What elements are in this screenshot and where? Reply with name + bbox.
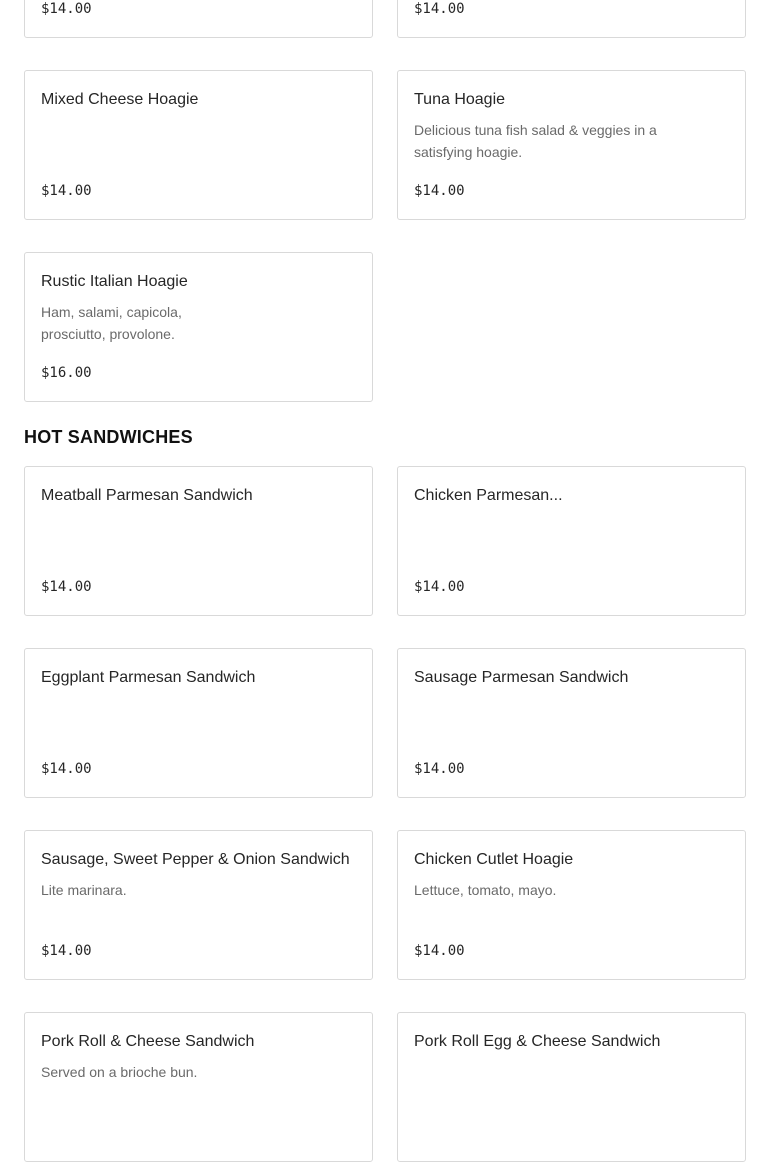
item-price: $14.00 [41, 943, 92, 959]
menu-item-card[interactable] [24, 466, 373, 616]
item-description: Lite marinara. [41, 882, 127, 898]
item-price: $14.00 [414, 943, 465, 959]
item-description: Lettuce, tomato, mayo. [414, 882, 557, 898]
item-name: Pork Roll Egg & Cheese Sandwich [414, 1033, 661, 1050]
item-price: $14.00 [41, 183, 92, 199]
item-name: Meatball Parmesan Sandwich [41, 487, 253, 504]
menu-item-card[interactable] [397, 1012, 746, 1162]
item-price: $14.00 [414, 761, 465, 777]
item-price: $14.00 [414, 183, 465, 199]
item-name: Pork Roll & Cheese Sandwich [41, 1033, 255, 1050]
section-title: HOT SANDWICHES [24, 427, 193, 447]
menu-item-card[interactable] [24, 1012, 373, 1162]
item-name: Chicken Parmesan... [414, 487, 563, 504]
item-price: $14.00 [41, 1, 92, 17]
item-price: $16.00 [41, 365, 92, 381]
menu-item-card[interactable] [397, 466, 746, 616]
menu-item-card[interactable] [397, 70, 746, 220]
item-name: Sausage Parmesan Sandwich [414, 669, 629, 686]
item-name: Tuna Hoagie [414, 91, 506, 108]
menu-item-card[interactable] [397, 648, 746, 798]
item-price: $14.00 [414, 1, 465, 17]
menu-item-card[interactable] [24, 70, 373, 220]
item-name: Eggplant Parmesan Sandwich [41, 669, 256, 686]
item-name: Sausage, Sweet Pepper & Onion Sandwich [41, 851, 350, 868]
item-description: Served on a brioche bun. [41, 1064, 198, 1080]
item-name: Chicken Cutlet Hoagie [414, 851, 574, 868]
menu-item-card[interactable] [397, 830, 746, 980]
item-price: $14.00 [414, 579, 465, 595]
item-price: $14.00 [41, 579, 92, 595]
menu-item-card[interactable] [24, 830, 373, 980]
menu-item-card[interactable] [24, 0, 373, 38]
menu-item-card[interactable] [24, 648, 373, 798]
menu-item-card[interactable] [24, 252, 373, 402]
item-description: Ham, salami, capicola, prosciutto, provolone. [41, 304, 182, 342]
item-description: Delicious tuna fish salad & veggies in a satisfying hoagie. [414, 122, 657, 160]
menu-item-card[interactable] [397, 0, 746, 38]
item-name: Rustic Italian Hoagie [41, 273, 188, 290]
item-price: $14.00 [41, 761, 92, 777]
item-name: Mixed Cheese Hoagie [41, 91, 199, 108]
